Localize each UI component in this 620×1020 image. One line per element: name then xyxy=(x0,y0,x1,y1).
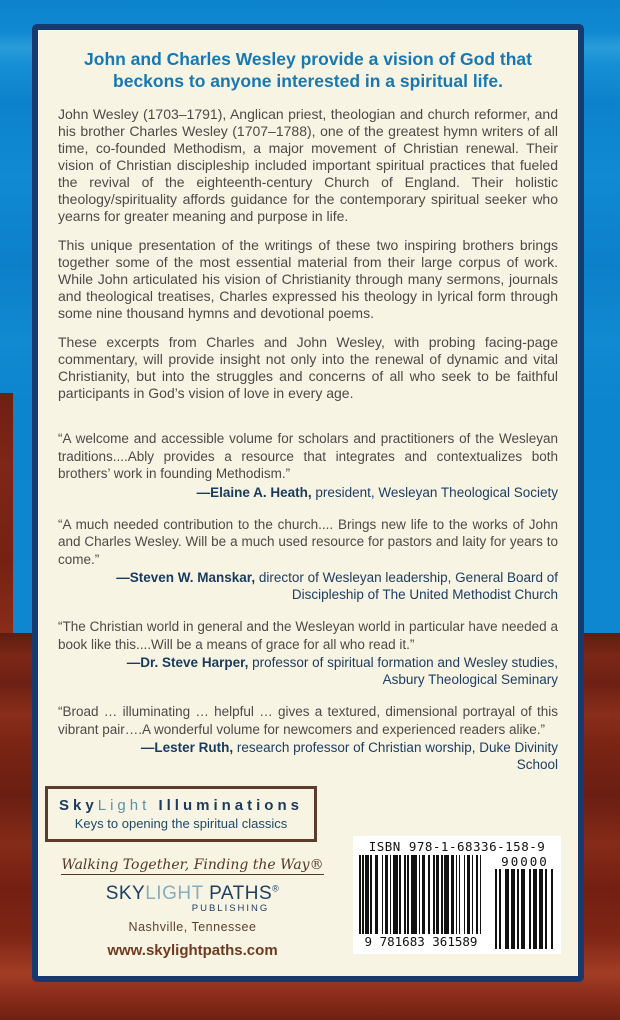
series-wordmark xyxy=(59,797,303,814)
description-paragraph-1: John Wesley (1703–1791), Anglican priest, theologian and church reformer, and his brother Charles Wesley (1707–1788), one of the greatest hymn writers of all time, co-founded Methodism, a major movement of Christian renewal. Their vision of Christian discipleship included important spiritual practices that fueled the revival of the eighteenth-century Church of England. Their holistic theology/spirituality affords guidance for the contemporary spiritual seeker who yearns for greater meaning and purpose in life. xyxy=(58,106,558,224)
price-code: 90000 xyxy=(501,854,549,869)
publisher-logo-subtitle: PUBLISHING xyxy=(191,903,270,914)
endorser-name: —Lester Ruth, xyxy=(140,740,234,755)
barcode-bars-row xyxy=(359,855,555,949)
endorsement-quote: “Broad … illuminating … helpful … gives a textured, dimensional portrayal of this vibrant pair….A wonderful volume for newcomers and experienced readers alike.” xyxy=(58,704,558,737)
endorsement-3 xyxy=(58,618,558,688)
description-paragraph-3: These excerpts from Charles and John Wesley, with probing facing-page commentary, will provide insight not only into the renewal of dynamic and vital Christianity, but into the struggles and concerns of all who seek to be faithful participants in God’s vision of love in every age. xyxy=(58,334,558,401)
publisher-block xyxy=(40,856,345,959)
publisher-motto: Walking Together, Finding the Way® xyxy=(61,857,324,873)
series-wordmark-illuminations: Illuminations xyxy=(158,797,303,814)
endorsement-attribution xyxy=(108,739,558,773)
endorser-name: —Dr. Steve Harper, xyxy=(126,655,249,670)
endorsement-4 xyxy=(58,703,558,773)
isbn-barcode-panel xyxy=(353,836,561,954)
series-tagline: Keys to opening the spiritual classics xyxy=(74,816,288,831)
endorsement-2 xyxy=(58,516,558,604)
publisher-logo xyxy=(106,883,280,914)
book-back-cover xyxy=(32,24,584,982)
registered-mark-icon: ® xyxy=(272,883,280,894)
isbn-label: ISBN 978-1-68336-158-9 xyxy=(368,839,546,854)
publisher-logo-wordmark xyxy=(106,883,280,905)
barcode-supplement-group xyxy=(495,855,555,949)
barcode-main-group xyxy=(359,855,483,949)
endorser-name: —Elaine A. Heath, xyxy=(196,484,312,500)
endorsement-attribution xyxy=(108,484,558,501)
endorser-role: director of Wesleyan leadership, General Board of Discipleship of The United Methodist Church xyxy=(255,570,558,602)
endorsements-section xyxy=(58,430,558,773)
endorsement-quote: “The Christian world in general and the Wesleyan world in particular have needed a book like this....Will be a means of grace for all who read it.” xyxy=(58,619,558,652)
publisher-location: Nashville, Tennessee xyxy=(128,920,257,934)
endorser-name: —Steven W. Manskar, xyxy=(116,570,256,585)
ean-number: 9 781683 361589 xyxy=(364,934,478,949)
endorsement-1 xyxy=(58,430,558,501)
series-wordmark-light: Light xyxy=(97,797,151,814)
endorsement-attribution xyxy=(108,654,558,688)
endorsement-quote: “A welcome and accessible volume for scholars and practitioners of the Wesleyan traditions....Ably provides a resource that integrates and contextualizes both brothers’ work in founding Methodism.” xyxy=(58,431,558,481)
endorser-role: professor of spiritual formation and Wesley studies, Asbury Theological Seminary xyxy=(248,655,558,687)
description-paragraph-2: This unique presentation of the writings of these two inspiring brothers brings together some of the most essential material from their large corpus of work. While John articulated his vision of Christianity through many sermons, journals and theological treatises, Charles expressed his theology in lyrical form through some nine thousand hymns and devotional poems. xyxy=(58,237,558,321)
cover-headline: John and Charles Wesley provide a vision of God that beckons to anyone interested in a spiritual life. xyxy=(84,49,532,91)
logo-paths: PATHS xyxy=(203,883,273,904)
barcode-supplement-bars-icon xyxy=(495,869,555,949)
endorsement-attribution xyxy=(108,569,558,603)
logo-light: LIGHT xyxy=(145,883,204,904)
background-left-red-strip xyxy=(0,393,13,633)
series-brand-box xyxy=(45,786,317,842)
cover-text-content xyxy=(38,30,578,773)
barcode-main-bars-icon xyxy=(359,855,483,934)
endorser-role: president, Wesleyan Theological Society xyxy=(311,484,558,500)
logo-sky: SKY xyxy=(105,883,146,904)
series-wordmark-sky: Sky xyxy=(59,797,98,814)
publisher-website: www.skylightpaths.com xyxy=(107,942,278,959)
endorser-role: research professor of Christian worship, Duke Divinity School xyxy=(233,740,558,772)
endorsement-quote: “A much needed contribution to the church.... Brings new life to the works of John and Charles Wesley. Will be a much used resource for pastors and laity for years to come.” xyxy=(58,516,558,567)
